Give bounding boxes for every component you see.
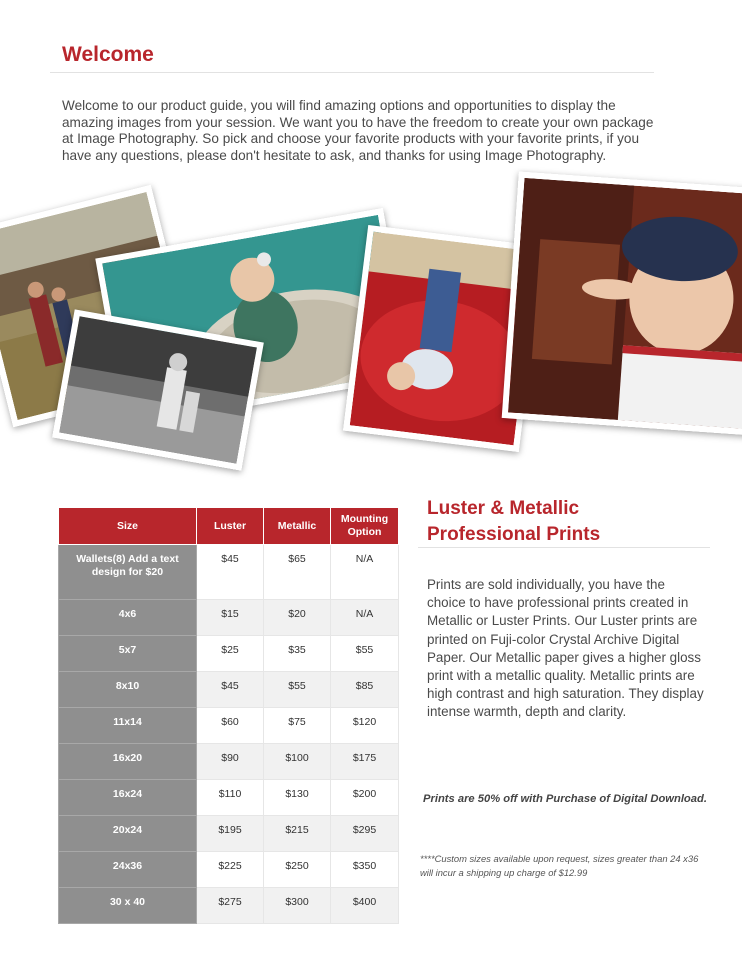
table-row (59, 636, 399, 672)
prints-divider (418, 547, 710, 548)
welcome-heading: Welcome (62, 43, 154, 66)
mounting-price: $120 (331, 708, 399, 744)
metallic-price: $20 (264, 600, 331, 636)
mounting-price: $350 (331, 852, 399, 888)
luster-price: $45 (197, 545, 264, 600)
luster-price: $90 (197, 744, 264, 780)
size-cell: 30 x 40 (59, 888, 197, 924)
luster-price: $225 (197, 852, 264, 888)
luster-price: $275 (197, 888, 264, 924)
size-cell: 4x6 (59, 600, 197, 636)
table-row (59, 672, 399, 708)
table-row (59, 816, 399, 852)
table-row (59, 708, 399, 744)
prints-heading-line1: Luster & Metallic (427, 498, 580, 519)
boy-baseball-cap-photo (502, 172, 742, 436)
welcome-divider (50, 72, 654, 73)
mounting-price: $200 (331, 780, 399, 816)
metallic-price: $55 (264, 672, 331, 708)
luster-price: $110 (197, 780, 264, 816)
metallic-price: $215 (264, 816, 331, 852)
metallic-price: $100 (264, 744, 331, 780)
mounting-price: $55 (331, 636, 399, 672)
metallic-price: $130 (264, 780, 331, 816)
mounting-price: $175 (331, 744, 399, 780)
discount-note: Prints are 50% off with Purchase of Digital Download. (423, 793, 707, 805)
price-table (58, 507, 399, 924)
table-row (59, 780, 399, 816)
table-row (59, 744, 399, 780)
metallic-price: $250 (264, 852, 331, 888)
size-cell: 16x24 (59, 780, 197, 816)
metallic-price: $75 (264, 708, 331, 744)
mounting-price: $295 (331, 816, 399, 852)
prints-heading (427, 496, 600, 548)
mounting-price: $85 (331, 672, 399, 708)
table-row (59, 600, 399, 636)
mounting-price: N/A (331, 545, 399, 600)
prints-heading-line2: Professional Prints (427, 524, 601, 545)
size-cell: 20x24 (59, 816, 197, 852)
prints-description: Prints are sold individually, you have the choice to have professional prints created in Metallic or Luster Prints. Our Luster prints are printed on Fuji-color Crystal Archive Digital Paper. Our Metallic paper gives a higher gloss print with a metallic quality. Metallic prints are high contrast and high saturation. They display intense warmth, depth and clarity. (427, 577, 704, 720)
mounting-price: N/A (331, 600, 399, 636)
column-header-size: Size (59, 508, 197, 545)
mounting-price: $400 (331, 888, 399, 924)
table-row (59, 852, 399, 888)
size-cell: 8x10 (59, 672, 197, 708)
table-row (59, 888, 399, 924)
column-header-metallic: Metallic (264, 508, 331, 545)
metallic-price: $35 (264, 636, 331, 672)
size-cell: 11x14 (59, 708, 197, 744)
luster-price: $25 (197, 636, 264, 672)
size-cell: 16x20 (59, 744, 197, 780)
size-cell: Wallets(8) Add a text design for $20 (59, 545, 197, 600)
size-cell: 24x36 (59, 852, 197, 888)
luster-price: $15 (197, 600, 264, 636)
table-header-row (59, 508, 399, 545)
table-row (59, 545, 399, 600)
metallic-price: $300 (264, 888, 331, 924)
column-header-mounting: Mounting Option (331, 508, 399, 545)
luster-price: $195 (197, 816, 264, 852)
luster-price: $45 (197, 672, 264, 708)
size-cell: 5x7 (59, 636, 197, 672)
custom-size-footnote: ****Custom sizes available upon request, sizes greater than 24 x36 will incur a shipping up charge of $12.99 (420, 853, 699, 878)
luster-price: $60 (197, 708, 264, 744)
welcome-paragraph: Welcome to our product guide, you will find amazing options and opportunities to display the amazing images from your session. We want you to have the freedom to create your own package at Image Photography. So pick and choose your favorite products with your favorite prints, if you have any questions, please don't hesitate to ask, and thanks for using Image Photography. (62, 98, 654, 163)
metallic-price: $65 (264, 545, 331, 600)
column-header-luster: Luster (197, 508, 264, 545)
